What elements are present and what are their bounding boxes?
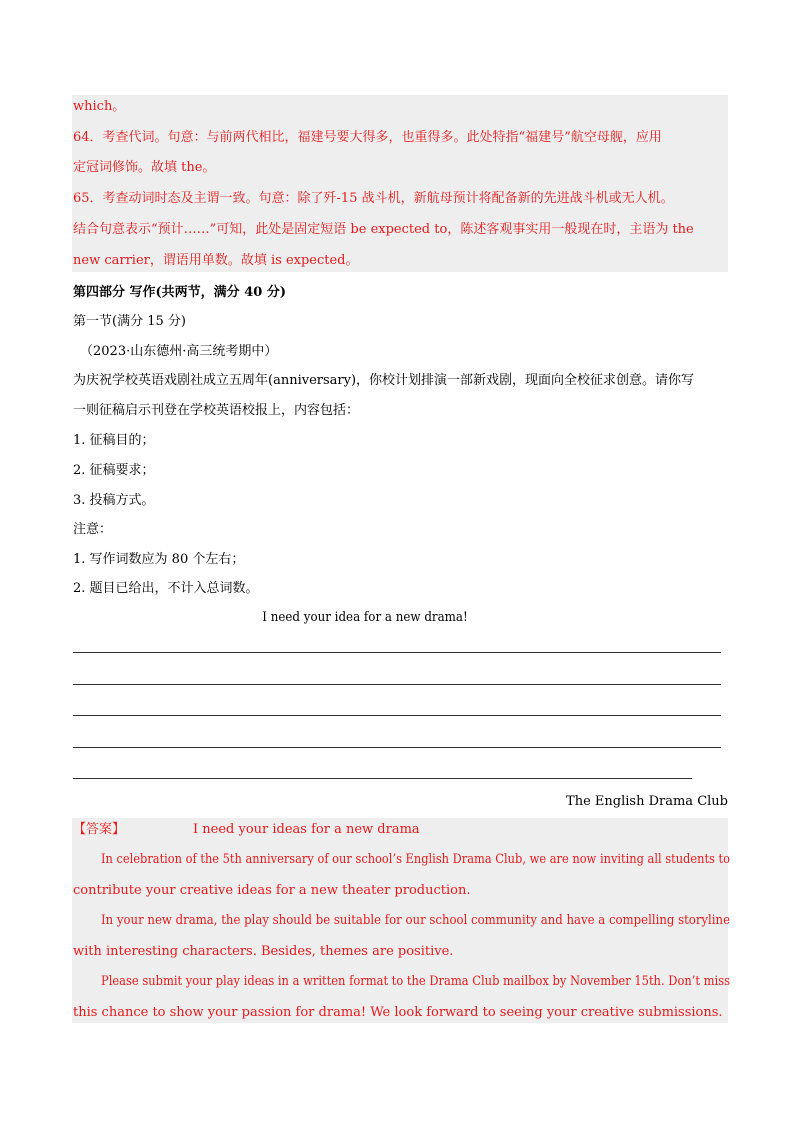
signature: The English Drama Club	[566, 794, 728, 809]
answer-explanation-box	[72, 95, 728, 272]
question-source: （2023·山东德州·高三统考期中）	[80, 344, 278, 359]
answer-line-6: new carrier，谓语用单数。故填 is expected。	[73, 253, 359, 268]
model-answer-line-3: In your new drama, the play should be suitable for our school community and have a compelling storyline	[101, 913, 731, 928]
answer-line-1: which。	[73, 99, 126, 114]
answer-line-2: 64．考查代词。句意：与前两代相比，福建号要大得多，也重得多。此处特指“福建号”航空母舰，应用	[73, 130, 662, 145]
section-subtitle: 第一节(满分 15 分)	[73, 314, 186, 329]
prompt-line-2: 一则征稿启示刊登在学校英语校报上，内容包括：	[73, 403, 360, 418]
writing-line	[73, 715, 721, 716]
note-item-2: 2. 题目已给出，不计入总词数。	[73, 581, 259, 596]
writing-line	[73, 684, 721, 685]
prompt-line-1: 为庆祝学校英语戏剧社成立五周年(anniversary)，你校计划排演一部新戏剧，现面向全校征求创意。请你写	[73, 373, 695, 388]
model-answer-line-4: with interesting characters. Besides, themes are positive.	[73, 944, 454, 959]
note-item-1: 1. 写作词数应为 80 个左右；	[73, 552, 245, 567]
writing-line	[73, 652, 721, 653]
content-item-1: 1. 征稿目的；	[73, 433, 155, 448]
model-answer-title: I need your ideas for a new drama	[193, 822, 420, 837]
model-answer-line-1: In celebration of the 5th anniversary of our school’s English Drama Club, we are now inviting all students to	[101, 852, 730, 867]
content-item-2: 2. 征稿要求；	[73, 463, 155, 478]
writing-line	[73, 778, 692, 779]
answer-label: 【答案】	[73, 822, 126, 837]
answer-line-4: 65．考查动词时态及主谓一致。句意：除了歼-15 战斗机，新航母预计将配备新的先进战斗机或无人机。	[73, 191, 674, 206]
essay-title: I need your idea for a new drama!	[262, 610, 468, 625]
content-item-3: 3. 投稿方式。	[73, 493, 155, 508]
writing-line	[73, 747, 721, 748]
model-answer-line-6: this chance to show your passion for drama! We look forward to seeing your creative submissions.	[73, 1005, 723, 1020]
model-answer-line-2: contribute your creative ideas for a new theater production.	[73, 883, 471, 898]
note-label: 注意：	[73, 522, 113, 537]
model-answer-line-5: Please submit your play ideas in a written format to the Drama Club mailbox by November 15th. Don’t miss	[101, 974, 730, 989]
answer-line-3: 定冠词修饰。故填 the。	[73, 160, 216, 175]
section-title: 第四部分 写作(共两节，满分 40 分)	[73, 285, 286, 300]
answer-line-5: 结合句意表示“预计……”可知，此处是固定短语 be expected to，陈述客观事实用一般现在时，主语为 the	[73, 222, 694, 237]
